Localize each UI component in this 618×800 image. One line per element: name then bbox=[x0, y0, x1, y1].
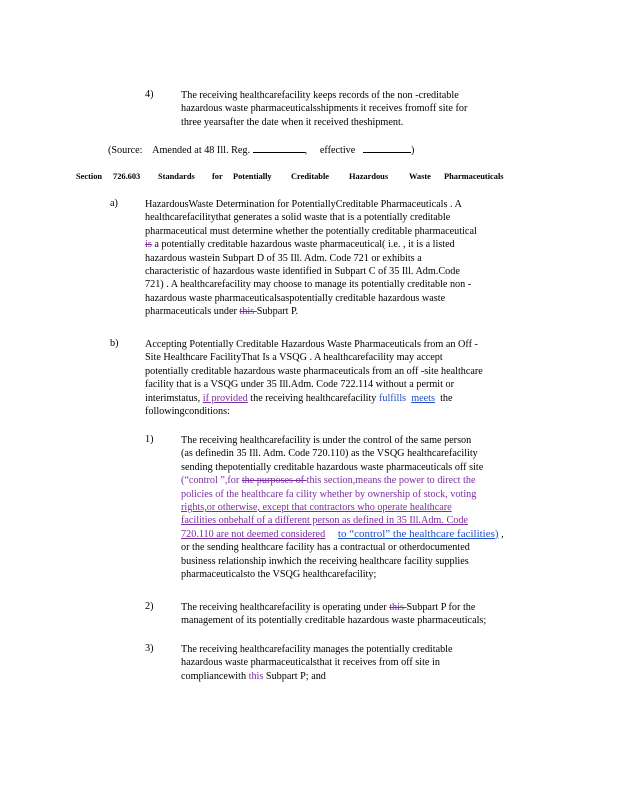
text-line: rights,or otherwise, except that contractors who operate healthcare bbox=[181, 502, 452, 514]
text-segment: The receiving healthcarefacility is operating under bbox=[181, 602, 390, 613]
text-line: 721) . A healthcarefacility may choose to manage its potentially creditable non - bbox=[145, 279, 472, 291]
item-1-text bbox=[181, 434, 536, 581]
source-effective: effective bbox=[319, 145, 356, 156]
section-word-standards: Standards bbox=[158, 172, 195, 181]
text-line: facilities onbehalf of a different person as defined in 35 Ill.Adm. Code bbox=[181, 515, 468, 527]
deleted-text: is bbox=[145, 239, 152, 251]
text-segment: interimstatus, bbox=[145, 392, 203, 404]
text-segment: Subpart P for the bbox=[406, 602, 476, 613]
text-line bbox=[145, 238, 530, 251]
item-4-text bbox=[181, 89, 526, 129]
section-word-creditable: Creditable bbox=[291, 172, 329, 181]
text-segment: compliancewith bbox=[181, 670, 249, 682]
text-line: followingconditions: bbox=[145, 406, 230, 418]
subsection-a-text bbox=[145, 198, 530, 319]
text-line: The receiving healthcarefacility is under the control of the same person bbox=[181, 435, 472, 446]
text-line: business relationship inwhich the receiving healthcare facility supplies bbox=[181, 555, 469, 567]
text-line bbox=[145, 392, 540, 405]
text-line: policies of the healthcare fa cility whether by ownership of stock, voting bbox=[181, 488, 477, 500]
source-comma: , bbox=[304, 145, 308, 156]
text-line bbox=[181, 528, 536, 541]
section-word-for: for bbox=[212, 172, 223, 181]
source-note bbox=[108, 143, 414, 156]
source-amended: Amended at 48 Ill. Reg. bbox=[152, 145, 251, 156]
text-line: hazardous wastein Subpart D of 35 Ill. Adm. Code 721 or exhibits a bbox=[145, 252, 422, 264]
section-word-waste: Waste bbox=[409, 172, 431, 181]
text-line: pharmaceuticalsto the VSQG healthcarefacility; bbox=[181, 569, 377, 581]
text-line: healthcarefacilitythat generates a solid waste that is a potentially creditable bbox=[145, 212, 451, 224]
section-word-pharmaceuticals: Pharmaceuticals bbox=[444, 172, 504, 181]
source-close: ) bbox=[410, 145, 415, 156]
text-line bbox=[145, 305, 530, 318]
text-line: Accepting Potentially Creditable Hazardous Waste Pharmaceuticals from an Off - bbox=[145, 339, 478, 350]
inserted-text: 720.110 are not deemed considered bbox=[181, 528, 326, 540]
text-line: characteristic of hazardous waste identified in Subpart C of 35 Ill. Adm.Code bbox=[145, 266, 460, 278]
section-word-potentially: Potentially bbox=[233, 172, 272, 181]
text-segment: , bbox=[498, 528, 504, 540]
replaced-text: fulfills bbox=[378, 392, 407, 404]
text-line: HazardousWaste Determination for PotentiallyCreditable Pharmaceuticals . A bbox=[145, 199, 462, 210]
item-3-text bbox=[181, 643, 526, 683]
item-2-text bbox=[181, 601, 536, 628]
subsection-a-number: a) bbox=[110, 198, 118, 209]
text-segment: Subpart P; and bbox=[263, 670, 326, 682]
text-segment: pharmaceuticals under bbox=[145, 306, 240, 318]
inserted-text-blue: meets bbox=[411, 392, 435, 404]
inserted-text: if provided bbox=[202, 392, 248, 404]
text-line bbox=[181, 474, 536, 487]
text-line: sending thepotentially creditable hazardous waste pharmaceuticals off site bbox=[181, 461, 484, 473]
text-segment: the receiving healthcarefacility bbox=[247, 392, 379, 404]
text-line: The receiving healthcarefacility manages the potentially creditable bbox=[181, 644, 453, 655]
text-line: (as definedin 35 Ill. Adm. Code 720.110) as the VSQG healthcarefacility bbox=[181, 448, 478, 460]
text-line: potentially creditable hazardous waste pharmaceuticals from an off -site healthcare bbox=[145, 365, 483, 377]
item-3-number: 3) bbox=[145, 643, 154, 654]
subsection-b-text bbox=[145, 338, 540, 418]
item-2-number: 2) bbox=[145, 601, 154, 612]
text-line: facility that is a VSQG under 35 Ill.Adm. Code 722.114 without a permit or bbox=[145, 379, 454, 391]
text-line: or the sending healthcare facility has a contractual or otherdocumented bbox=[181, 542, 470, 554]
text-line: management of its potentially creditable hazardous waste pharmaceuticals; bbox=[181, 615, 487, 627]
text-line: hazardous waste pharmaceuticalsshipments it receives fromoff site for bbox=[181, 103, 468, 115]
deleted-text: this bbox=[389, 602, 407, 613]
text-line: Site Healthcare FacilityThat Is a VSQG . A healthcarefacility may accept bbox=[145, 352, 443, 364]
text-line bbox=[181, 670, 526, 683]
subsection-b-number: b) bbox=[110, 338, 119, 349]
text-line bbox=[181, 601, 536, 614]
deleted-text: the purposes of bbox=[241, 475, 307, 487]
item-4-number: 4) bbox=[145, 89, 154, 100]
text-line: hazardous waste pharmaceuticalsaspotentially creditable hazardous waste bbox=[145, 292, 446, 304]
text-line: The receiving healthcarefacility keeps records of the non -creditable bbox=[181, 90, 459, 101]
deleted-text: this bbox=[239, 306, 257, 318]
text-segment: the bbox=[440, 392, 453, 404]
item-1-number: 1) bbox=[145, 434, 154, 445]
inserted-text-blue: to “control” the healthcare facilities) bbox=[337, 527, 499, 540]
text-segment: Subpart P. bbox=[256, 306, 299, 318]
effective-date-blank bbox=[363, 143, 411, 153]
text-segment: (“control ”,for bbox=[181, 475, 242, 487]
section-label: Section bbox=[76, 172, 103, 181]
source-prefix: (Source: bbox=[108, 145, 143, 156]
text-segment: this section,means the power to direct the bbox=[306, 475, 476, 487]
text-segment: a potentially creditable hazardous waste pharmaceutical( i.e. , it is a listed bbox=[151, 239, 455, 251]
inserted-text: this bbox=[248, 670, 264, 682]
section-word-hazardous: Hazardous bbox=[349, 172, 389, 181]
text-line: three yearsafter the date when it received theshipment. bbox=[181, 116, 404, 128]
register-page-blank bbox=[253, 143, 305, 153]
section-number: 726.603 bbox=[113, 172, 141, 181]
text-line: pharmaceutical must determine whether the potentially creditable pharmaceutical bbox=[145, 225, 477, 237]
text-line: hazardous waste pharmaceuticalsthat it receives from off site in bbox=[181, 657, 440, 669]
